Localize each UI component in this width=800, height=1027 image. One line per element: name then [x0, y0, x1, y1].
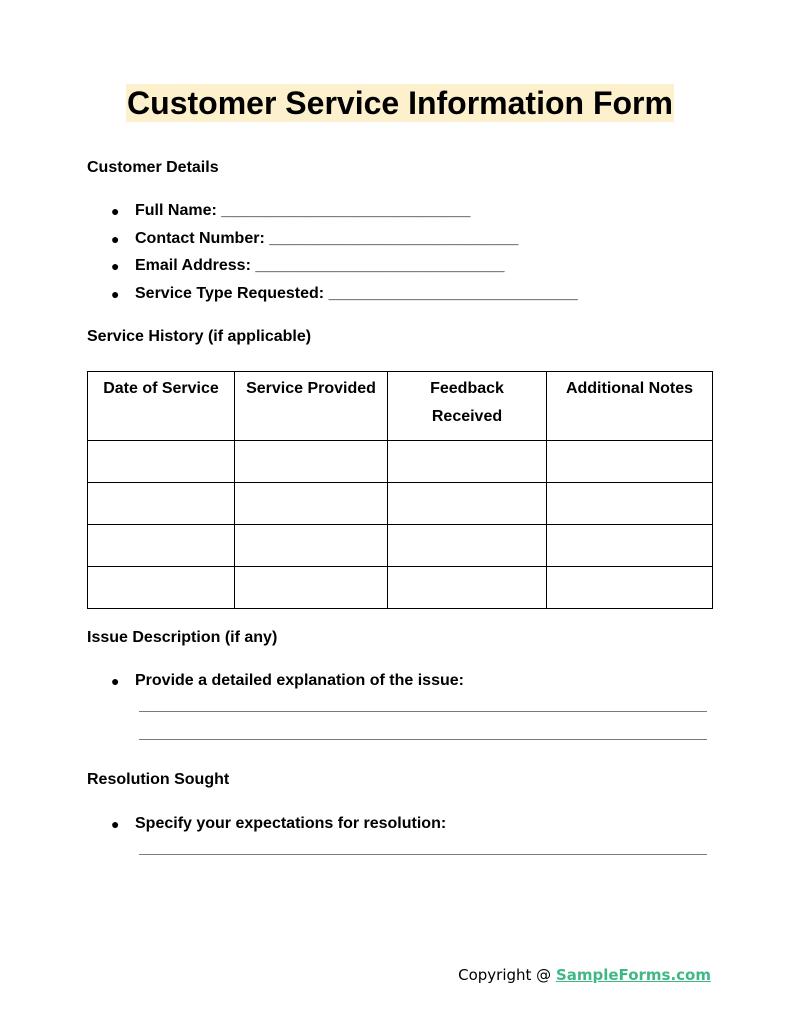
table-cell[interactable]	[88, 483, 235, 525]
issue-description-heading: Issue Description (if any)	[87, 629, 278, 646]
sampleforms-link[interactable]: SampleForms.com	[555, 966, 711, 984]
bullet-icon: ●	[111, 816, 120, 832]
table-cell[interactable]	[88, 525, 235, 567]
bullet-icon: ●	[111, 673, 120, 689]
contact-number-field[interactable]	[135, 229, 518, 249]
bullet-icon: ●	[111, 203, 120, 219]
title-wrapper	[0, 84, 800, 122]
column-header-service-provided: Service Provided	[235, 372, 388, 441]
table-row	[88, 483, 713, 525]
email-address-blank[interactable]: ____________________________	[255, 257, 505, 275]
table-cell[interactable]	[235, 567, 388, 609]
table-cell[interactable]	[388, 483, 547, 525]
table-cell[interactable]	[235, 441, 388, 483]
full-name-field[interactable]	[135, 201, 470, 221]
service-history-table	[87, 371, 713, 609]
table-cell[interactable]	[547, 483, 713, 525]
contact-number-blank[interactable]: ____________________________	[269, 229, 519, 247]
resolution-prompt: Specify your expectations for resolution:	[135, 815, 447, 832]
table-cell[interactable]	[88, 441, 235, 483]
bullet-icon: ●	[111, 230, 120, 247]
table-cell[interactable]	[235, 525, 388, 567]
table-cell[interactable]	[547, 525, 713, 567]
customer-details-heading: Customer Details	[87, 159, 219, 176]
column-header-additional-notes: Additional Notes	[547, 372, 713, 441]
resolution-answer-line[interactable]	[139, 854, 707, 855]
service-type-blank[interactable]: ____________________________	[328, 284, 578, 302]
full-name-blank[interactable]: ____________________________	[221, 202, 471, 219]
service-history-heading: Service History (if applicable)	[87, 328, 312, 345]
email-address-field[interactable]	[135, 256, 505, 276]
table-cell[interactable]	[235, 483, 388, 525]
resolution-heading: Resolution Sought	[87, 771, 230, 788]
bullet-icon: ●	[111, 258, 120, 275]
issue-answer-line-2[interactable]	[139, 739, 707, 740]
table-cell[interactable]	[88, 567, 235, 609]
column-header-date-of-service: Date of Service	[88, 372, 235, 441]
table-row	[88, 441, 713, 483]
issue-answer-line-1[interactable]	[139, 711, 707, 712]
table-header-row	[88, 372, 713, 441]
page-title: Customer Service Information Form	[127, 85, 673, 121]
table-cell[interactable]	[388, 441, 547, 483]
table-cell[interactable]	[388, 567, 547, 609]
full-name-label: Full Name:	[135, 202, 217, 219]
table-row	[88, 525, 713, 567]
table-cell[interactable]	[547, 441, 713, 483]
issue-prompt: Provide a detailed explanation of the issue:	[135, 672, 464, 689]
table-row	[88, 567, 713, 609]
service-type-field[interactable]	[135, 284, 578, 304]
service-type-label: Service Type Requested:	[135, 284, 325, 302]
table-cell[interactable]	[547, 567, 713, 609]
email-address-label: Email Address:	[135, 257, 251, 275]
contact-number-label: Contact Number:	[135, 229, 265, 247]
copyright-text: Copyright @	[458, 966, 556, 984]
column-header-feedback-received: Feedback Received	[388, 372, 547, 441]
footer-copyright	[458, 965, 711, 985]
bullet-icon: ●	[111, 285, 120, 302]
table-cell[interactable]	[388, 525, 547, 567]
